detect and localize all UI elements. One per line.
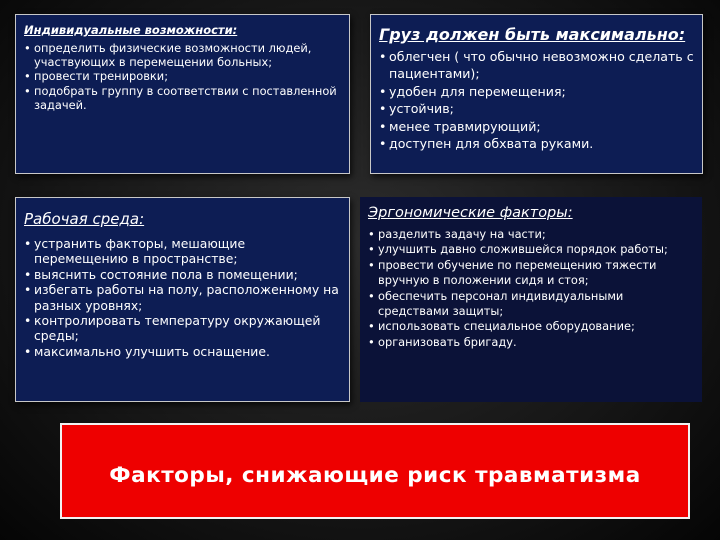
- ergonomic-factors-title: Эргономические факторы:: [368, 205, 573, 221]
- load-requirements-list: [379, 48, 694, 152]
- list-item: • менее травмирующий;: [379, 118, 694, 135]
- work-environment-title: Рабочая среда:: [24, 210, 145, 228]
- list-item: • контролировать температуру окружающей среды;: [24, 313, 341, 344]
- list-item: • доступен для обхвата руками.: [379, 135, 694, 152]
- list-item: • разделить задачу на части;: [368, 227, 694, 242]
- load-requirements-title: Груз должен быть максимально:: [379, 25, 686, 44]
- list-item: • облегчен ( что обычно невозможно сделать с пациентами);: [379, 48, 694, 83]
- list-item: • провести обучение по перемещению тяжести вручную в положении сидя и стоя;: [368, 258, 694, 289]
- ergonomic-factors-list: [368, 227, 694, 350]
- list-item: • подобрать группу в соответствии с поставленной задачей.: [24, 84, 341, 112]
- slide-title: Факторы, снижающие риск травматизма: [109, 462, 641, 488]
- list-item: • обеспечить персонал индивидуальными средствами защиты;: [368, 289, 694, 320]
- list-item: • улучшить давно сложившейся порядок работы;: [368, 242, 694, 257]
- list-item: • устранить факторы, мешающие перемещению в пространстве;: [24, 236, 341, 267]
- list-item: • использовать специальное оборудование;: [368, 319, 694, 334]
- individual-abilities-box: [15, 14, 350, 174]
- list-item: • устойчив;: [379, 100, 694, 117]
- individual-abilities-list: [24, 41, 341, 112]
- list-item: • максимально улучшить оснащение.: [24, 344, 341, 359]
- work-environment-box: [15, 197, 350, 402]
- load-requirements-box: [370, 14, 703, 174]
- list-item: • организовать бригаду.: [368, 335, 694, 350]
- work-environment-list: [24, 236, 341, 359]
- list-item: • удобен для перемещения;: [379, 83, 694, 100]
- list-item: • выяснить состояние пола в помещении;: [24, 267, 341, 282]
- list-item: • определить физические возможности людей, участвующих в перемещении больных;: [24, 41, 341, 69]
- individual-abilities-title: Индивидуальные возможности:: [24, 23, 238, 37]
- ergonomic-factors-box: [360, 197, 702, 402]
- list-item: • избегать работы на полу, расположенному на разных уровнях;: [24, 282, 341, 313]
- list-item: • провести тренировки;: [24, 69, 341, 83]
- title-banner: [60, 423, 690, 519]
